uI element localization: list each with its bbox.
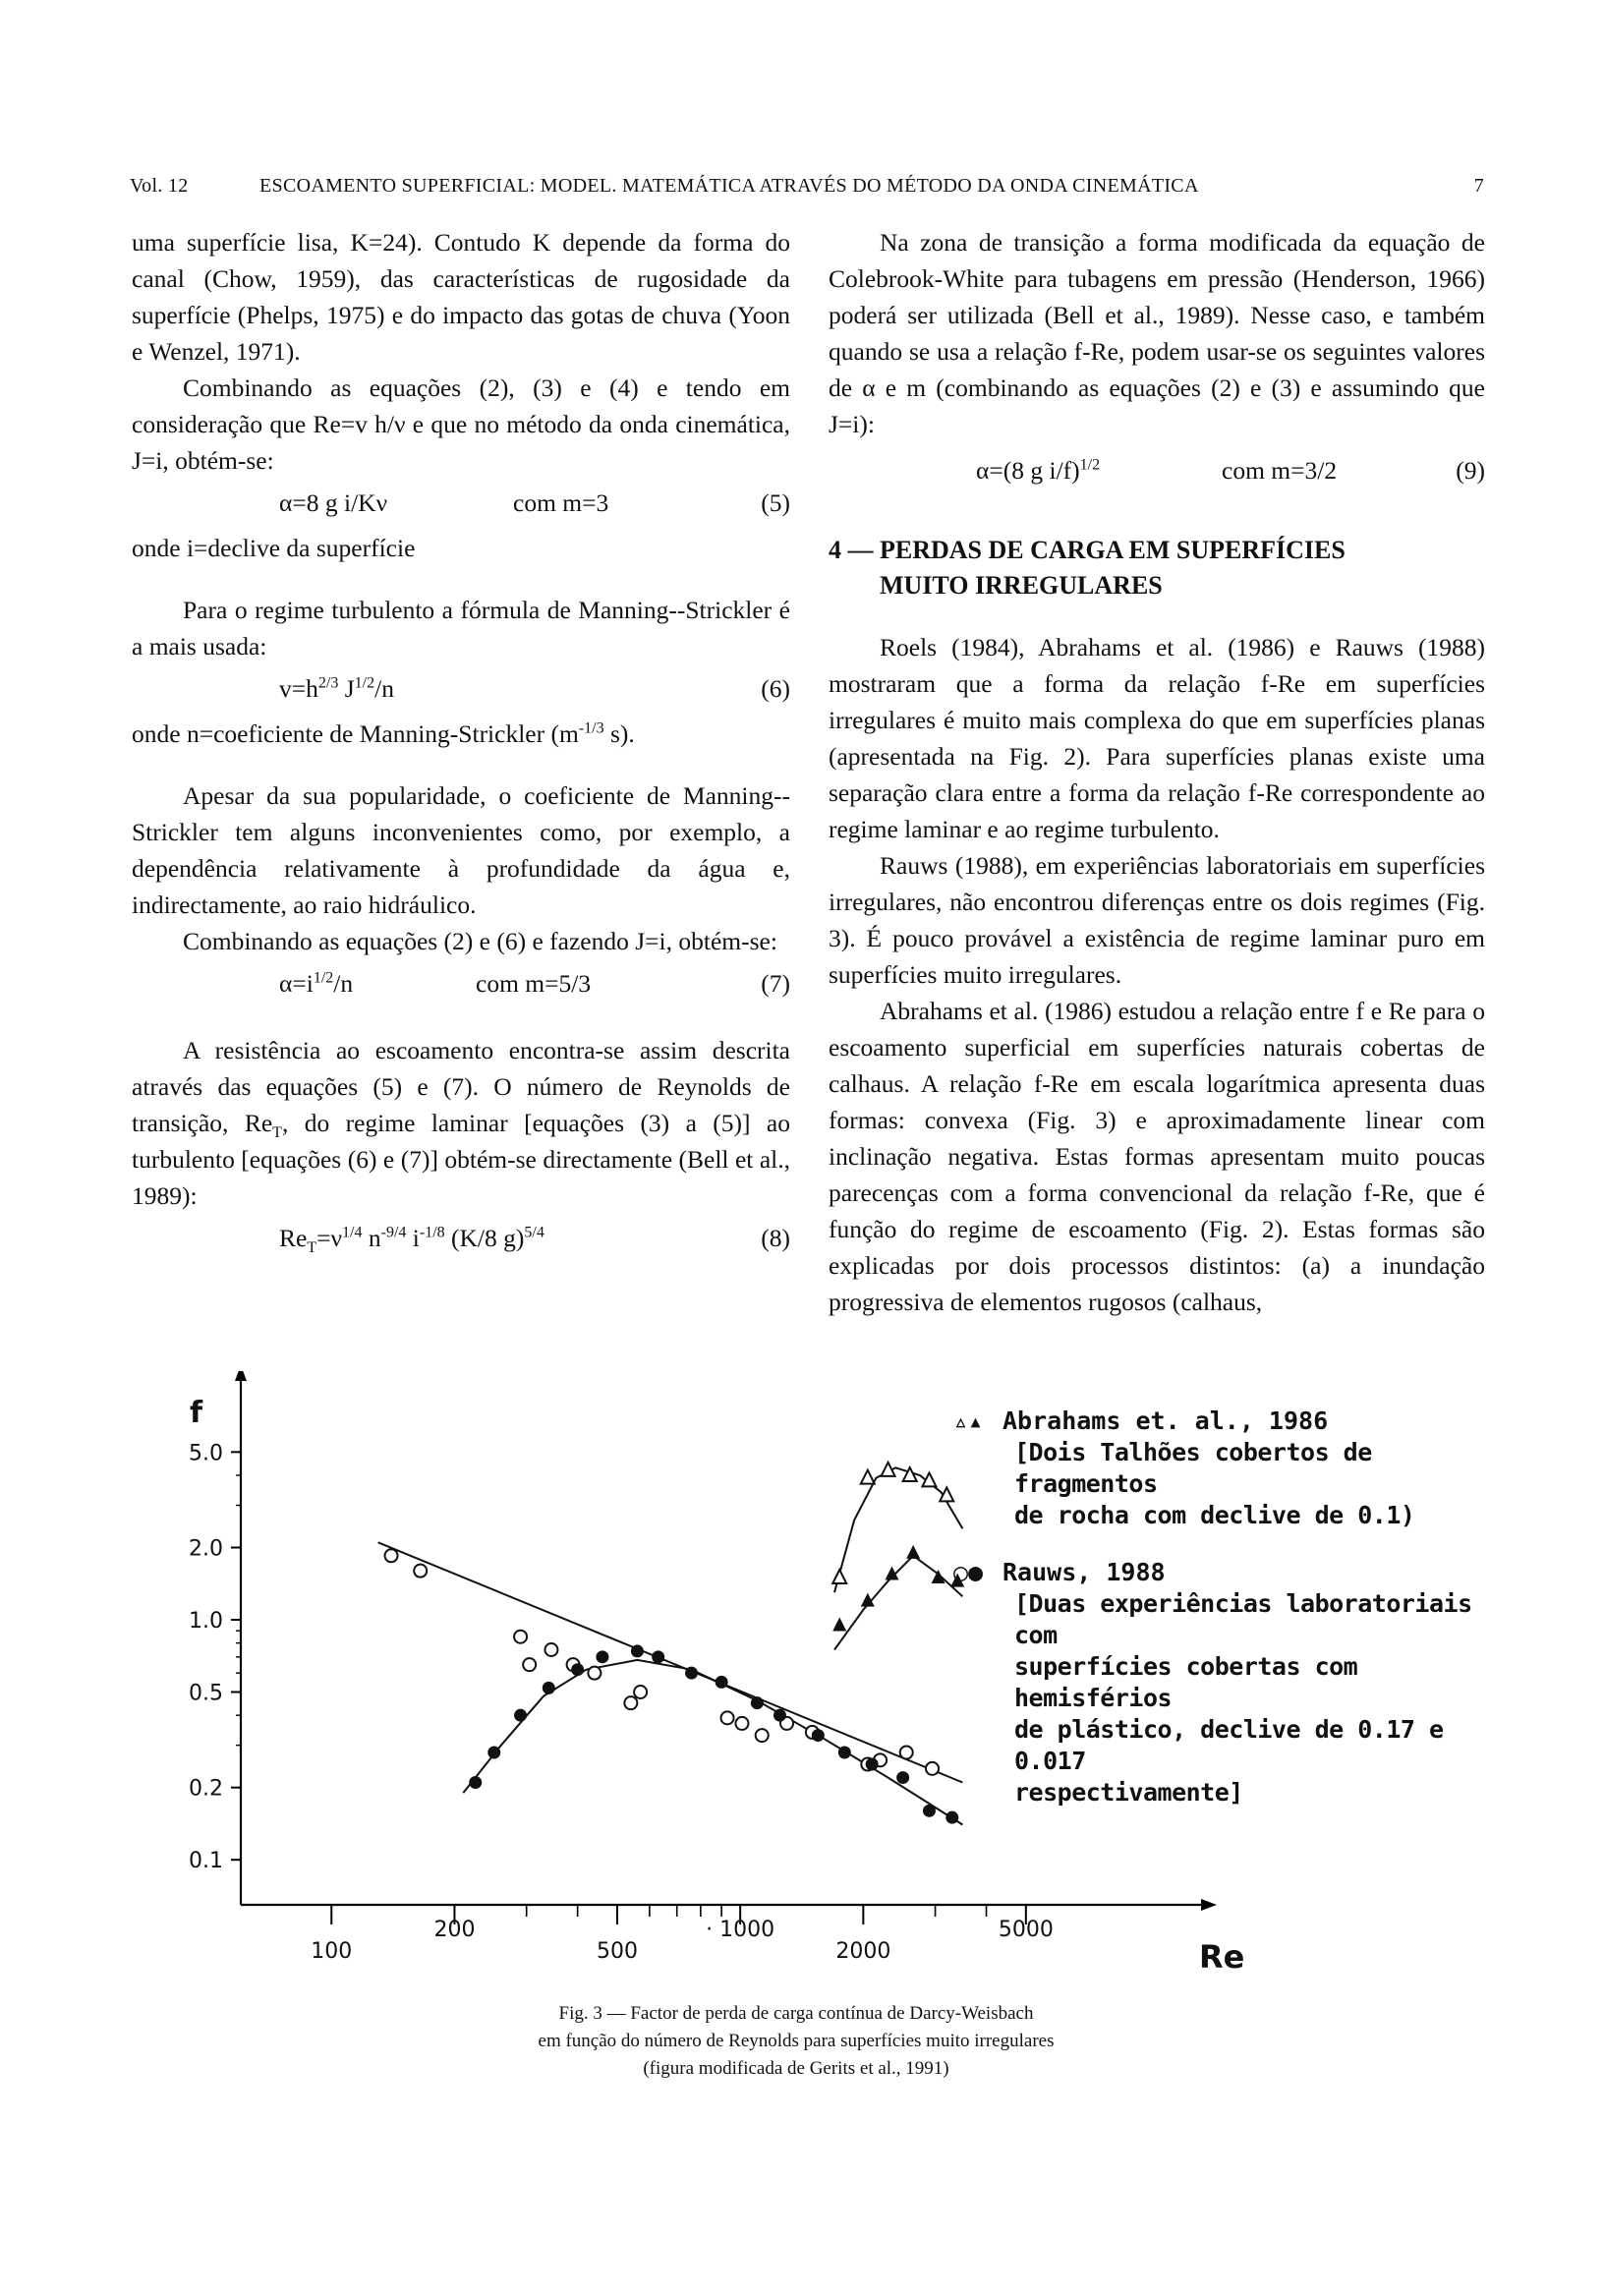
legend-desc-abrahams-2: de rocha com declive de 0.1) [1014, 1501, 1415, 1529]
fit-line [378, 1542, 963, 1782]
data-point-filled-circle [812, 1729, 825, 1742]
fit-line [834, 1556, 962, 1650]
equation-7-number: (7) [761, 969, 790, 998]
data-point-filled-circle [596, 1650, 608, 1663]
data-point-filled-circle [866, 1758, 879, 1771]
right-paragraph-3: Rauws (1988), em experiências laboratoriais em superfícies irregulares, não encontrou diferenças entre os dois regimes (Fig. 3). É pouco provável a existência de regime laminar puro em superfícies muito irregulares. [829, 851, 1485, 989]
data-point-open-circle [721, 1711, 734, 1724]
section-heading-line-1: 4 — PERDAS DE CARGA EM SUPERFÍCIES [829, 536, 1346, 564]
x-tick-label: 2000 [835, 1939, 891, 1964]
equation-5-formula: α=8 g i/Kν [279, 488, 388, 517]
section-heading-line-2: MUITO IRREGULARES [880, 571, 1163, 600]
equation-9-condition: com m=3/2 [1222, 456, 1338, 485]
equation-7 [132, 963, 790, 1006]
data-point-filled-circle [923, 1805, 936, 1817]
volume-label: Vol. 12 [130, 175, 189, 197]
y-tick-label: 5.0 [189, 1441, 223, 1466]
left-paragraph-5: onde n=coeficiente de Manning-Strickler ($m^{-1/3}$ s). [132, 719, 635, 748]
data-point-filled-circle [487, 1746, 500, 1758]
data-point-filled-circle [631, 1644, 644, 1657]
section-heading [829, 533, 1485, 603]
y-tick-label: 0.2 [189, 1776, 223, 1802]
data-point-open-triangle [832, 1570, 846, 1583]
equation-8 [132, 1218, 790, 1261]
legend-entry-rauws [953, 1557, 1484, 1808]
equation-7-condition: com m=5/3 [476, 969, 592, 998]
x-tick-label: 200 [433, 1918, 476, 1942]
data-point-open-circle [588, 1667, 601, 1680]
left-paragraph-7: Combinando as equações (2) e (6) e fazendo J=i, obtém-se: [183, 927, 777, 955]
x-tick-label: 100 [311, 1939, 353, 1964]
x-tick-label: 500 [596, 1939, 638, 1964]
data-point-open-circle [624, 1696, 637, 1709]
fit-line [834, 1467, 962, 1592]
left-paragraph-4: Para o regime turbulento a fórmula de Manning--Strickler é a mais usada: [132, 596, 790, 660]
legend-triangle-icon: ▵▴ [953, 1406, 984, 1435]
left-paragraph-8: A resistência ao escoamento encontra-se assim descrita através das equações (5) e (7). O número de Reynolds de transição, $Re_T$, do regime laminar [equações (3) a (5)] ao turbulento [equações (6) e (7)] obtém-se directamente (Bell et al., 1989): [132, 1036, 790, 1210]
equation-9-formula: α=(8 g i/f)$^{1/2}$ [976, 456, 1101, 485]
running-header [130, 175, 1484, 204]
x-axis-arrow-icon [1201, 1899, 1217, 1911]
data-point-open-circle [900, 1746, 913, 1758]
equation-8-number: (8) [761, 1224, 790, 1252]
equation-5 [132, 483, 790, 526]
y-axis-label: f [190, 1396, 203, 1430]
y-tick-label: 0.5 [189, 1681, 223, 1706]
left-paragraph-1: uma superfície lisa, K=24). Contudo K depende da forma do canal (Chow, 1959), das características de rugosidade da superfície (Phelps, 1975) e do impacto das gotas de chuva (Yoon e Wenzel, 1971). [132, 228, 790, 366]
equation-5-number: (5) [761, 488, 790, 517]
page-number: 7 [1473, 175, 1484, 197]
left-paragraph-3: onde i=declive da superfície [132, 534, 416, 562]
data-point-filled-circle [751, 1696, 764, 1709]
left-paragraph-6: Apesar da sua popularidade, o coeficiente de Manning--Strickler tem alguns inconvenientes como, por exemplo, a dependência relativamente à profundidade da água e, indirectamente, ao raio hidráulico. [132, 781, 790, 919]
data-point-open-circle [756, 1729, 769, 1742]
data-point-open-circle [926, 1762, 939, 1775]
data-point-filled-circle [469, 1776, 482, 1789]
y-tick-label: 0.1 [189, 1849, 223, 1874]
data-point-open-circle [544, 1643, 557, 1656]
data-point-open-circle [385, 1549, 398, 1562]
right-paragraph-1: Na zona de transição a forma modificada da equação de Colebrook-White para tubagens em pressão (Henderson, 1966) poderá ser utilizada (Bell et al., 1989). Nesse caso, e também quando se usa a relação f-Re, podem usar-se os seguintes valores de α e m (combinando as equações (2) e (3) e assumindo que J=i): [829, 228, 1485, 438]
right-paragraph-4: Abrahams et al. (1986) estudou a relação entre f e Re para o escoamento superficial em superfícies naturais cobertas de calhaus. A relação f-Re em escala logarítmica apresenta duas formas: convexa (Fig. 3) e aproximadamente linear com inclinação negativa. Estas formas apresentam muito poucas parecenças com a forma convencional da relação f-Re, que é função do regime de escoamento (Fig. 2). Estas formas são explicadas por dois processos distintos: (a) a inundação progressiva de elementos rugosos (calhaus, [829, 997, 1485, 1316]
data-point-open-circle [514, 1631, 527, 1643]
data-point-open-triangle [861, 1470, 875, 1484]
x-tick-label: · 1000 [706, 1918, 775, 1942]
legend-entry-abrahams [953, 1406, 1484, 1531]
fit-line [463, 1660, 962, 1825]
equation-9-number: (9) [1456, 456, 1485, 485]
equation-6-number: (6) [761, 674, 790, 703]
caption-line-2: em função do número de Reynolds para superfícies muito irregulares [538, 2031, 1055, 2051]
data-point-filled-triangle [932, 1570, 945, 1583]
legend-desc-rauws-4: respectivamente] [1014, 1778, 1243, 1807]
data-point-open-circle [523, 1658, 536, 1671]
data-point-filled-triangle [906, 1545, 920, 1559]
equation-9 [829, 450, 1485, 493]
data-point-filled-circle [514, 1709, 527, 1722]
left-paragraph-2: Combinando as equações (2), (3) e (4) e tendo em consideração que Re=v h/ν e que no método da onda cinemática, J=i, obtém-se: [132, 373, 790, 475]
data-point-filled-circle [896, 1771, 909, 1784]
data-point-filled-circle [716, 1676, 728, 1689]
x-axis-label: Re [1199, 1938, 1245, 1976]
data-point-filled-circle [773, 1709, 786, 1722]
left-column [132, 224, 790, 1265]
legend-desc-rauws-3: de plástico, declive de 0.17 e 0.017 [1014, 1715, 1444, 1775]
running-title: ESCOAMENTO SUPERFICIAL: MODEL. MATEMÁTICA ATRAVÉS DO MÉTODO DA ONDA CINEMÁTICA [259, 175, 1199, 197]
equation-5-condition: com m=3 [513, 488, 609, 517]
data-point-filled-circle [652, 1650, 664, 1663]
x-tick-label: 5000 [998, 1918, 1054, 1942]
legend-name-abrahams: Abrahams et. al., 1986 [1002, 1406, 1329, 1435]
data-point-filled-circle [571, 1663, 584, 1676]
legend-desc-abrahams-1: [Dois Talhões cobertos de fragmentos [1014, 1438, 1372, 1498]
chart-legend [953, 1406, 1484, 1834]
data-point-open-circle [735, 1717, 748, 1730]
figure-caption [354, 2000, 1238, 2083]
right-column [829, 224, 1485, 1320]
right-paragraph-2: Roels (1984), Abrahams et al. (1986) e Rauws (1988) mostraram que a forma da relação f-Re em superfícies irregulares é muito mais complexa do que em superfícies planas (apresentada na Fig. 2). Para superfícies planas existe uma separação clara entre a forma da relação f-Re correspondente ao regime laminar e ao regime turbulento. [829, 633, 1485, 843]
equation-6-formula: $v=h^{2/3}$ $J^{1/2}/n$ [279, 674, 394, 703]
data-point-open-circle [414, 1565, 427, 1578]
y-axis-arrow-icon [235, 1371, 247, 1381]
equation-6 [132, 668, 790, 712]
y-tick-label: 1.0 [189, 1609, 223, 1635]
legend-circle-icon: ○● [953, 1558, 984, 1586]
caption-line-1: Fig. 3 — Factor de perda de carga contínua de Darcy-Weisbach [558, 2003, 1034, 2024]
legend-desc-rauws-2: superfícies cobertas com hemisférios [1014, 1652, 1358, 1712]
legend-name-rauws: Rauws, 1988 [1002, 1558, 1166, 1586]
data-point-open-circle [634, 1686, 647, 1698]
data-point-filled-triangle [832, 1617, 846, 1631]
caption-line-3: (figura modificada de Gerits et al., 1991) [643, 2058, 949, 2079]
legend-desc-rauws-1: [Duas experiências laboratoriais com [1014, 1589, 1472, 1649]
data-point-filled-circle [838, 1746, 851, 1758]
equation-8-formula: $Re_T=\nu^{1/4}$ $n^{-9/4}$ $i^{-1/8}$ (K/8 g)$^{5/4}$ [279, 1224, 544, 1257]
y-tick-label: 2.0 [189, 1536, 223, 1562]
equation-7-formula: $\alpha=i^{1/2}/n$ [279, 969, 354, 998]
data-point-filled-circle [543, 1682, 555, 1694]
data-point-filled-circle [685, 1667, 698, 1680]
